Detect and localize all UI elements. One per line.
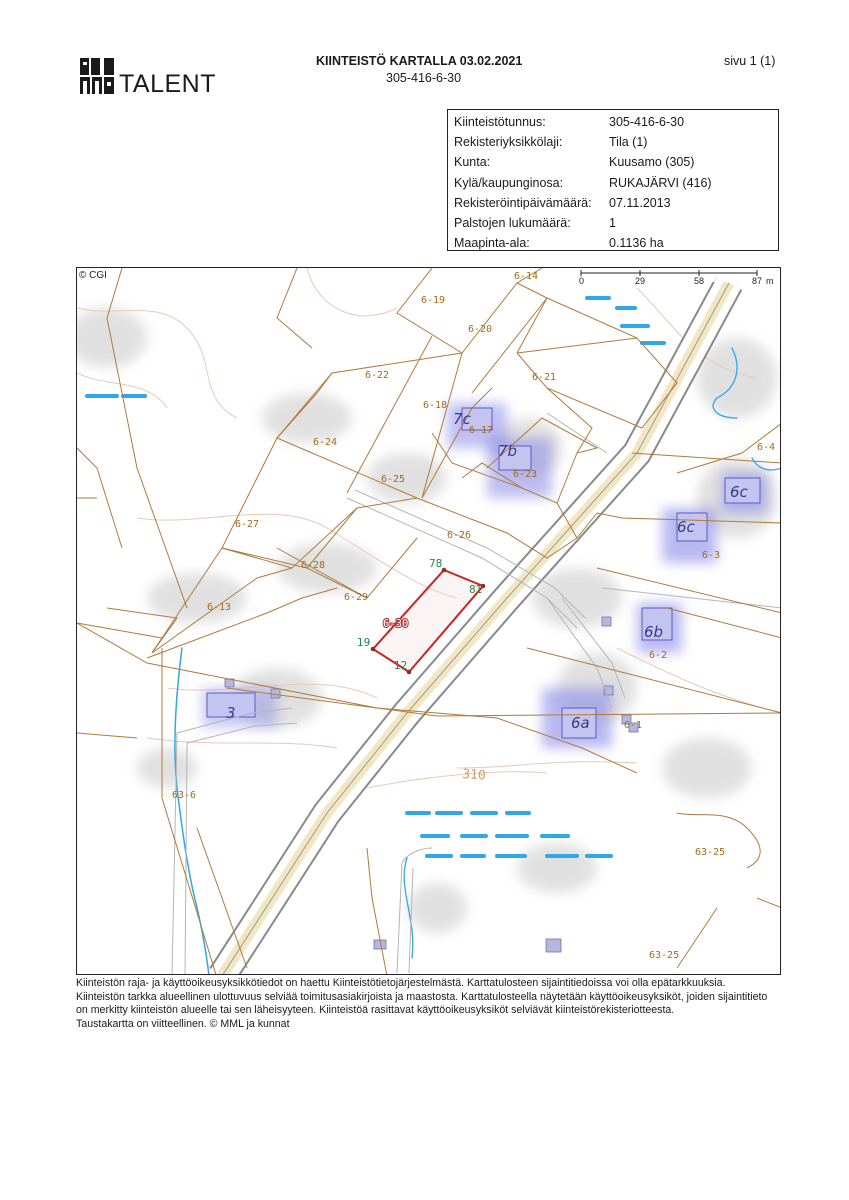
scale-tick-label: 0 bbox=[579, 276, 585, 286]
highlighted-parcel-label: 6-30 bbox=[383, 618, 409, 630]
parcel-label: 6-18 bbox=[423, 400, 448, 411]
info-label: Kiinteistötunnus: bbox=[454, 115, 546, 129]
alma-talent-logo bbox=[78, 56, 223, 98]
building-label: 6a bbox=[571, 714, 590, 732]
parcel-label: 6-22 bbox=[365, 370, 390, 381]
parcel-label: 6-26 bbox=[447, 530, 472, 541]
scale-unit: m bbox=[766, 276, 774, 286]
parcel-label: 6-27 bbox=[235, 519, 260, 530]
document-title: KIINTEISTÖ KARTALLA 03.02.2021 bbox=[316, 54, 523, 68]
property-id-heading: 305-416-6-30 bbox=[386, 71, 462, 85]
parcel-label: 6-3 bbox=[702, 550, 721, 561]
info-label: Kylä/kaupunginosa: bbox=[454, 175, 564, 190]
info-label: Palstojen lukumäärä: bbox=[454, 215, 571, 230]
parcel-label: 6-25 bbox=[381, 474, 406, 485]
boundary-marker bbox=[442, 568, 447, 573]
scale-tick-label: 29 bbox=[635, 276, 646, 286]
parcel-label: 6-14 bbox=[514, 271, 539, 282]
boundary-marker bbox=[371, 647, 376, 652]
page-number: sivu 1 (1) bbox=[724, 54, 776, 68]
map-copyright: © CGI bbox=[79, 270, 107, 281]
info-row bbox=[454, 193, 778, 213]
info-value: 0.1136 ha bbox=[609, 236, 664, 251]
disclaimer-line: Kiinteistön tarkka alueellinen ulottuvuus selviää toimitusasiakirjoista ja maastosta. Karttatulosteella näytetään käyttöoikeusyksiköt, joiden sijaintitieto on merkitty kiinteistön alueelle tai sen läheisyyteen. Kiinteistöä rasittavat käyttöoikeusyksiköt selviävät kiinteistörekisteriotteesta. bbox=[76, 990, 768, 1016]
building-label: 6c bbox=[677, 518, 695, 536]
boundary-point-label: 81 bbox=[469, 584, 483, 596]
parcel-label: 6-24 bbox=[313, 437, 338, 448]
info-label: Kunta: bbox=[454, 155, 491, 170]
info-row bbox=[454, 132, 778, 152]
boundary-point-label: 78 bbox=[429, 558, 443, 570]
info-value: Tila (1) bbox=[609, 135, 648, 150]
parcel-label: 6-17 bbox=[469, 425, 494, 436]
info-value: Kuusamo (305) bbox=[609, 155, 695, 170]
parcel-label: 6-21 bbox=[532, 372, 557, 383]
info-value: RUKAJÄRVI (416) bbox=[609, 175, 712, 190]
parcel-label: 6-23 bbox=[513, 469, 538, 480]
parcel-label: 63-25 bbox=[649, 950, 680, 961]
scale-tick-label: 87 bbox=[752, 276, 763, 286]
info-label: Rekisteriyksikkölaji: bbox=[454, 135, 563, 150]
road-number: 310 bbox=[461, 767, 487, 784]
info-label: Maapinta-ala: bbox=[454, 236, 530, 251]
parcel-label: 63-6 bbox=[172, 790, 197, 801]
parcel-label: 6-28 bbox=[301, 560, 326, 571]
building-label: 6b bbox=[644, 623, 664, 641]
parcel-label: 6-1 bbox=[624, 720, 643, 731]
parcel-label: 63-25 bbox=[695, 847, 726, 858]
scale-tick-label: 58 bbox=[694, 276, 705, 286]
alma-logo-mark bbox=[78, 56, 116, 96]
info-row bbox=[454, 213, 778, 233]
info-row bbox=[454, 152, 778, 172]
info-label: Rekisteröintipäivämäärä: bbox=[454, 195, 592, 210]
disclaimer-line: Kiinteistön raja- ja käyttöoikeusyksikkötiedot on haettu Kiinteistötietojärjestelmästä. Karttatulosteen sijaintitiedoissa voi olla epätarkkuuksia. bbox=[76, 977, 726, 989]
map-canvas bbox=[77, 268, 781, 975]
info-value: 305-416-6-30 bbox=[609, 115, 685, 129]
scale-bar bbox=[577, 268, 781, 286]
parcel-label: 6-13 bbox=[207, 602, 232, 613]
building-label: 3 bbox=[226, 704, 236, 722]
parcel-label: 6-4 bbox=[757, 442, 776, 453]
info-row bbox=[454, 173, 778, 193]
scale-bar-background bbox=[577, 268, 781, 282]
boundary-point-label: 19 bbox=[357, 637, 371, 649]
info-value: 07.11.2013 bbox=[609, 195, 671, 210]
map-disclaimer bbox=[76, 977, 781, 1031]
boundary-point-label: 12 bbox=[394, 660, 408, 672]
property-map[interactable] bbox=[76, 267, 781, 975]
building-label: 7b bbox=[498, 442, 518, 460]
brand-name: TALENT bbox=[119, 70, 216, 98]
building-label: 6c bbox=[730, 483, 748, 501]
parcel-label: 6-2 bbox=[649, 650, 668, 661]
building-label: 7c bbox=[453, 410, 471, 428]
parcel-label: 6-29 bbox=[344, 592, 369, 603]
info-row bbox=[454, 233, 778, 253]
parcel-label: 6-19 bbox=[421, 295, 446, 306]
boundary-marker bbox=[407, 670, 412, 675]
info-row bbox=[454, 112, 778, 132]
parcel-label: 6-20 bbox=[468, 324, 493, 335]
property-info-table bbox=[447, 109, 779, 251]
disclaimer-line: Taustakartta on viitteellinen. © MML ja kunnat bbox=[76, 1017, 290, 1030]
info-value: 1 bbox=[609, 215, 616, 230]
